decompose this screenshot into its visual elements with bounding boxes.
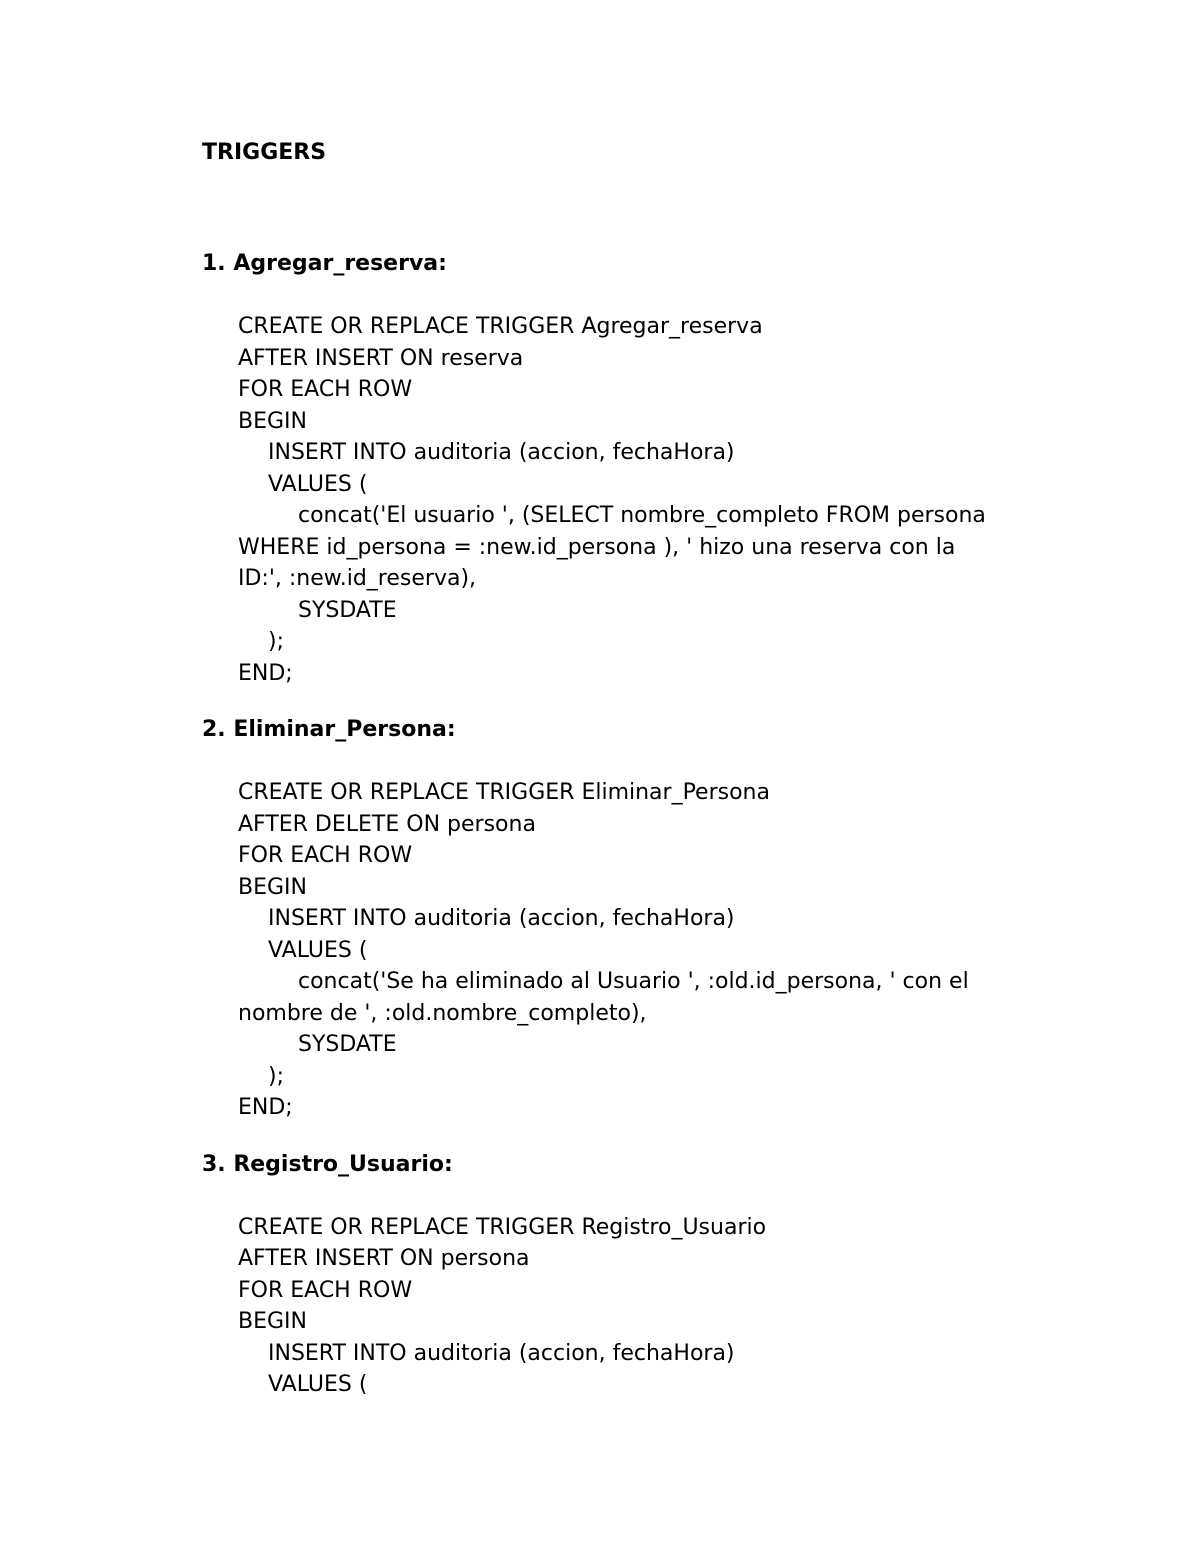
- code-line: END;: [238, 660, 293, 686]
- code-line: nombre de ', :old.nombre_completo),: [238, 1000, 647, 1026]
- code-line: );: [268, 1063, 284, 1089]
- trigger-list: [202, 248, 1062, 1426]
- code-line: WHERE id_persona = :new.id_persona ), ' hizo una reserva con la: [238, 534, 956, 560]
- code-line: CREATE OR REPLACE TRIGGER Registro_Usuario: [238, 1214, 767, 1240]
- code-line: VALUES (: [268, 471, 368, 497]
- code-line: INSERT INTO auditoria (accion, fechaHora): [268, 440, 735, 465]
- section-heading: 1. Agregar_reserva:: [202, 251, 447, 276]
- code-line: FOR EACH ROW: [238, 377, 413, 402]
- code-line: CREATE OR REPLACE TRIGGER Eliminar_Persona: [238, 780, 770, 805]
- code-line: VALUES (: [268, 937, 368, 963]
- code-line: BEGIN: [238, 1309, 307, 1334]
- trigger-section-eliminar-persona: [202, 714, 1062, 1124]
- code-block: [202, 1212, 1062, 1401]
- code-block: [202, 311, 1062, 689]
- document-title: TRIGGERS: [202, 140, 327, 165]
- code-line: SYSDATE: [298, 597, 397, 623]
- section-heading: 3. Registro_Usuario:: [202, 1151, 453, 1177]
- code-line: );: [268, 629, 284, 654]
- code-line: concat('Se ha eliminado al Usuario ', :old.id_persona, ' con el: [298, 969, 969, 994]
- code-line: AFTER DELETE ON persona: [238, 811, 536, 837]
- code-line: BEGIN: [238, 408, 307, 434]
- code-line: END;: [238, 1095, 293, 1120]
- code-line: AFTER INSERT ON persona: [238, 1246, 530, 1271]
- code-line: INSERT INTO auditoria (accion, fechaHora): [268, 1340, 735, 1366]
- code-line: BEGIN: [238, 874, 307, 900]
- section-heading: 2. Eliminar_Persona:: [202, 717, 456, 742]
- code-line: AFTER INSERT ON reserva: [238, 345, 524, 371]
- code-line: ID:', :new.id_reserva),: [238, 566, 477, 591]
- code-line: concat('El usuario ', (SELECT nombre_completo FROM persona: [298, 503, 986, 528]
- code-line: FOR EACH ROW: [238, 843, 413, 868]
- code-line: VALUES (: [268, 1372, 368, 1397]
- code-line: FOR EACH ROW: [238, 1277, 413, 1303]
- code-line: INSERT INTO auditoria (accion, fechaHora): [268, 906, 735, 931]
- code-block: [202, 777, 1062, 1124]
- code-line: CREATE OR REPLACE TRIGGER Agregar_reserva: [238, 314, 763, 339]
- trigger-section-registro-usuario: [202, 1149, 1062, 1401]
- trigger-section-agregar-reserva: [202, 248, 1062, 689]
- code-line: SYSDATE: [298, 1032, 397, 1057]
